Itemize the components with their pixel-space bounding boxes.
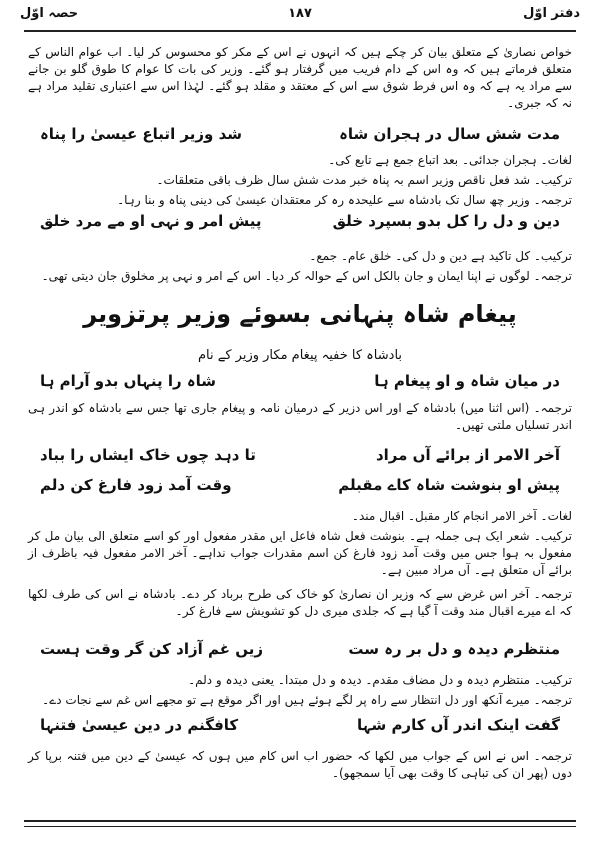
verse-line: منتظرم دیدہ و دل بر رہ ست — [348, 640, 560, 658]
translation-note: ترجمہ۔ میرے آنکھ اور دل انتظار سے راہ پر لگے ہوئے ہیں اور اگر موقع ہے تو مجھے اس غم سے نجات دے۔ — [42, 693, 572, 707]
grammar-note: ترکیب۔ شد فعل ناقص وزیر اسم بہ پناہ خبر مدت شش سال ظرف باقی متعلقات۔ — [156, 173, 572, 187]
page-number: ١٨٧ — [288, 6, 312, 21]
verse-line: مدت شش سال در ہجران شاہ — [339, 125, 560, 143]
verse-line: پیش او بنوشت شاہ کاے مقبلم — [338, 476, 560, 494]
verse-line: پیش امر و نہی او مے مرد خلق — [40, 212, 262, 230]
page-header — [20, 6, 580, 28]
header-part: حصہ اوّل — [20, 6, 79, 21]
vocabulary-note: لغات۔ آخر الامر انجام کار مقبل۔ اقبال مند۔ — [351, 509, 572, 523]
grammar-note: ترکیب۔ شعر ایک ہی جملہ ہے۔ بنوشت فعل شاہ فاعل ایں مقدر مفعول اور کو اسے متعلق الی بیان مل کر مفعول بہ ہوا جس میں وقت آمد زود فارغ کن اسم مقدرات جواب نداہے۔ آخر الامر مفعول فیہ باظرف از برائے آں متعلق ہے۔ آں مراد مبین ہے۔ — [28, 529, 572, 577]
header-rule — [24, 30, 576, 32]
section-subtitle: بادشاہ کا خفیہ پیغام مکار وزیر کے نام — [197, 348, 403, 363]
translation-note: ترجمہ۔ آخر اس غرض سے کہ وزیر ان نصاریٰ کو خاک کی طرح برباد کر دے۔ بادشاہ نے اس کی طرف لکھا کہ اے میرے اقبال مند وقت آ گیا ہے کہ جلدی میری دل کو تشویش سے فارغ کر۔ — [28, 587, 572, 618]
translation-note: ترجمہ۔ وزیر چھ سال تک بادشاہ سے علیحدہ رہ کر معتقدان عیسیٰ کی دینی پناہ و بنا رہا۔ — [117, 193, 572, 207]
translation-note: ترجمہ۔ لوگوں نے اپنا ایمان و جان بالکل اس کے حوالہ کر دیا۔ اس کے امر و نہی پر مخلوق جان دیتی تھی۔ — [41, 269, 572, 283]
verse-line: زیں غم آزاد کن گر وقت ہست — [40, 640, 263, 658]
verse-line: گفت اینک اندر آں کارم شہا — [357, 716, 560, 734]
verse-line: آخر الامر از برائے آں مراد — [375, 446, 560, 464]
verse-line: دین و دل را کل بدو بسپرد خلق — [332, 212, 560, 230]
section-title: پیغام شاہ پنہانی بسوئے وزیر پرتزویر — [83, 300, 517, 328]
verse-line: شاہ را پنہاں بدو آرام ہا — [40, 372, 216, 390]
footer-rule-thin — [24, 826, 576, 827]
translation-note: ترجمہ۔ اس نے اس کے جواب میں لکھا کہ حضور اب اس کام میں ہوں کہ عیسیٰ کے دین میں فتنہ برپا کر دوں (پھر ان کی تباہی کا وقت بھی آیا سمجھو)۔ — [28, 749, 572, 780]
verse-line: تا دہد چوں خاک ایشاں را بباد — [40, 446, 256, 464]
header-book-volume: دفتر اوّل — [523, 6, 580, 21]
translation-note: ترجمہ۔ (اس اثنا میں) بادشاہ کے اور اس دزیر کے درمیان نامہ و پیغام جاری تھا جس سے بادشاہ کو اندر ہی اندر تسلیاں ملتی تھیں۔ — [28, 401, 572, 432]
verse-line: وقت آمد زود فارغ کن دلم — [40, 476, 232, 494]
grammar-note: ترکیب۔ منتظرم دیدہ و دل مضاف مقدم۔ دیدہ و دل مبتدا۔ یعنی دیدہ و دلم۔ — [188, 673, 572, 687]
vocabulary-note: لغات۔ ہجران جدائی۔ بعد اتباع جمع ہے تابع کی۔ — [328, 153, 572, 167]
footer-rule — [24, 820, 576, 822]
verse-line: شد وزیر اتباع عیسیٰ را پناہ — [40, 125, 242, 143]
grammar-note: ترکیب۔ کل تاکید ہے دین و دل کی۔ خلق عام۔ جمع۔ — [309, 249, 572, 263]
intro-paragraph: خواص نصاریٰ کے متعلق بیان کر چکے ہیں کہ انہوں نے اس کے مکر کو محسوس کر لیا۔ اب عوام الناس کے متعلق فرماتے ہیں کہ وہ اس کے دام فریب میں گرفتار ہو گئے۔ وزیر کی بات کا عوام کا طوق گلو بن جانے سے مراد یہ ہے کہ وہ اس فرط شوق سے اس کے معتقد و مقلد ہو گئے۔ لہٰذا اس سے اعتباری تقلید مراد ہے نہ کہ جبری۔ — [28, 45, 572, 110]
verse-line: در میان شاہ و او پیغام ہا — [374, 372, 560, 390]
verse-line: کافگنم در دین عیسیٰ فتنہا — [40, 716, 239, 734]
